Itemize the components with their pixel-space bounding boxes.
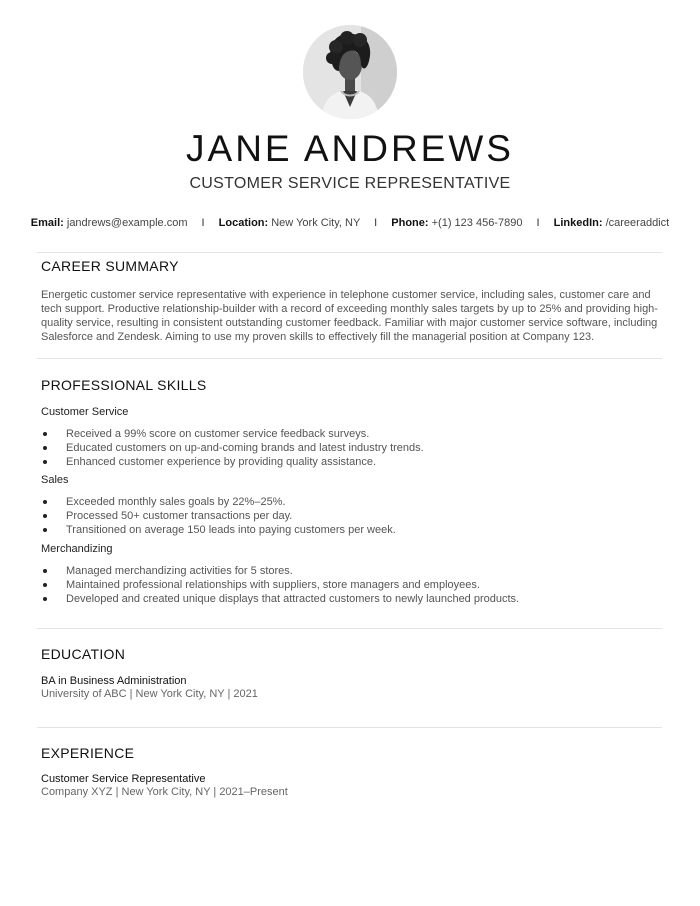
degree-title: BA in Business Administration bbox=[41, 675, 187, 687]
section-divider bbox=[37, 358, 662, 359]
experience-heading: EXPERIENCE bbox=[41, 745, 135, 761]
portrait-photo-icon bbox=[303, 25, 397, 119]
professional-skills-heading: PROFESSIONAL SKILLS bbox=[41, 377, 207, 393]
skill-group-title: Sales bbox=[41, 474, 69, 486]
job-details: Company XYZ | New York City, NY | 2021–Present bbox=[41, 786, 288, 798]
linkedin-label: LinkedIn: bbox=[553, 217, 603, 229]
email-value[interactable]: jandrews@example.com bbox=[66, 217, 188, 229]
list-item: Maintained professional relationships with suppliers, store managers and employees. bbox=[41, 578, 519, 592]
email-label: Email: bbox=[30, 217, 64, 229]
skill-list bbox=[41, 495, 396, 537]
list-item: Enhanced customer experience by providing quality assistance. bbox=[41, 455, 424, 469]
list-item: Processed 50+ customer transactions per day. bbox=[41, 509, 396, 523]
candidate-name: JANE ANDREWS bbox=[186, 128, 514, 169]
skill-list bbox=[41, 427, 424, 469]
contact-separator: I bbox=[201, 217, 205, 229]
section-divider bbox=[37, 252, 662, 253]
list-item: Received a 99% score on customer service feedback surveys. bbox=[41, 427, 424, 441]
contact-separator: I bbox=[536, 217, 540, 229]
contact-bar bbox=[0, 217, 700, 229]
list-item: Exceeded monthly sales goals by 22%–25%. bbox=[41, 495, 396, 509]
list-item: Transitioned on average 150 leads into paying customers per week. bbox=[41, 523, 396, 537]
list-item: Managed merchandizing activities for 5 stores. bbox=[41, 564, 519, 578]
profile-photo bbox=[303, 25, 397, 119]
career-summary-text: Energetic customer service representative with experience in telephone customer service, including sales, customer care and tech support. Productive relationship-builder with a record of exceeding monthly sales targets by up to 25% and providing high-quality service, resulting in consistent outstanding customer feedback. Familiar with major customer service software, including Salesforce and Zendesk. Aiming to use my proven skills to effectively fill the managerial position at Company 123. bbox=[41, 289, 658, 343]
skill-group-title: Customer Service bbox=[41, 406, 129, 418]
phone-label: Phone: bbox=[391, 217, 429, 229]
skill-group-title: Merchandizing bbox=[41, 543, 113, 555]
education-heading: EDUCATION bbox=[41, 646, 126, 662]
section-divider bbox=[37, 628, 662, 629]
skill-list bbox=[41, 564, 519, 606]
career-summary-heading: CAREER SUMMARY bbox=[41, 258, 179, 274]
degree-details: University of ABC | New York City, NY | 2021 bbox=[41, 688, 258, 700]
location-value: New York City, NY bbox=[271, 217, 361, 229]
job-title: CUSTOMER SERVICE REPRESENTATIVE bbox=[189, 175, 511, 192]
job-role: Customer Service Representative bbox=[41, 773, 206, 785]
linkedin-value[interactable]: /careeraddict bbox=[605, 217, 670, 229]
contact-separator: I bbox=[374, 217, 378, 229]
list-item: Developed and created unique displays that attracted customers to newly launched products. bbox=[41, 592, 519, 606]
location-label: Location: bbox=[218, 217, 269, 229]
section-divider bbox=[37, 727, 662, 728]
phone-value[interactable]: +(1) 123 456-7890 bbox=[431, 217, 523, 229]
list-item: Educated customers on up-and-coming brands and latest industry trends. bbox=[41, 441, 424, 455]
